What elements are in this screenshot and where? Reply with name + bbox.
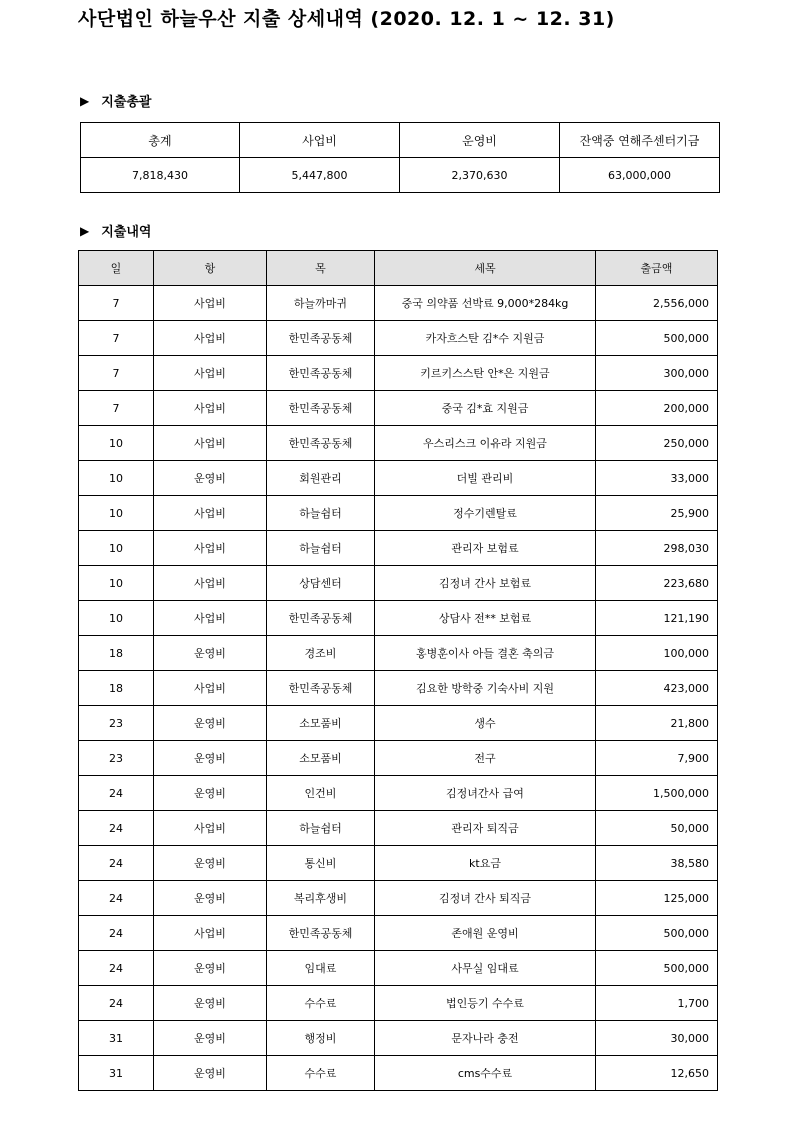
cell-item: 한민족공동체 [267,601,375,636]
table-row [79,496,718,531]
cell-item: 행정비 [267,1021,375,1056]
header-day: 일 [79,251,154,286]
cell-amount: 121,190 [596,601,718,636]
cell-day: 7 [79,321,154,356]
cell-amount: 25,900 [596,496,718,531]
cell-subitem: cms수수료 [375,1056,596,1091]
cell-category: 운영비 [154,636,267,671]
cell-item: 한민족공동체 [267,391,375,426]
cell-category: 사업비 [154,321,267,356]
cell-day: 24 [79,881,154,916]
cell-category: 사업비 [154,531,267,566]
table-row [79,426,718,461]
summary-value-cell: 5,447,800 [240,158,400,193]
cell-amount: 423,000 [596,671,718,706]
summary-table [80,122,720,193]
cell-amount: 30,000 [596,1021,718,1056]
cell-day: 10 [79,566,154,601]
cell-amount: 125,000 [596,881,718,916]
cell-day: 18 [79,671,154,706]
cell-category: 사업비 [154,426,267,461]
table-row [79,776,718,811]
cell-subitem: 더빌 관리비 [375,461,596,496]
cell-category: 운영비 [154,461,267,496]
triangle-bullet-icon: ▶ [80,223,90,238]
cell-day: 24 [79,776,154,811]
cell-category: 사업비 [154,811,267,846]
cell-category: 운영비 [154,1021,267,1056]
summary-header-row [81,123,720,158]
cell-amount: 12,650 [596,1056,718,1091]
triangle-bullet-icon: ▶ [80,93,90,108]
cell-item: 인건비 [267,776,375,811]
summary-header-cell: 사업비 [240,123,400,158]
cell-category: 운영비 [154,986,267,1021]
cell-category: 사업비 [154,496,267,531]
cell-category: 운영비 [154,951,267,986]
table-row [79,286,718,321]
cell-amount: 33,000 [596,461,718,496]
cell-category: 운영비 [154,846,267,881]
cell-amount: 223,680 [596,566,718,601]
cell-amount: 200,000 [596,391,718,426]
cell-category: 사업비 [154,286,267,321]
cell-subitem: 법인등기 수수료 [375,986,596,1021]
details-table [78,250,718,1091]
cell-item: 회원관리 [267,461,375,496]
cell-amount: 250,000 [596,426,718,461]
cell-amount: 38,580 [596,846,718,881]
table-row [79,916,718,951]
cell-category: 운영비 [154,741,267,776]
cell-amount: 50,000 [596,811,718,846]
cell-amount: 300,000 [596,356,718,391]
cell-subitem: 정수기렌탈료 [375,496,596,531]
cell-subitem: 김정녀 간사 보험료 [375,566,596,601]
cell-amount: 100,000 [596,636,718,671]
table-row [79,636,718,671]
cell-day: 7 [79,391,154,426]
cell-category: 운영비 [154,706,267,741]
cell-day: 10 [79,601,154,636]
cell-category: 사업비 [154,601,267,636]
cell-subitem: 중국 의약품 선박료 9,000*284kg [375,286,596,321]
cell-category: 운영비 [154,1056,267,1091]
details-header-row [79,251,718,286]
table-row [79,741,718,776]
cell-day: 23 [79,706,154,741]
table-row [79,391,718,426]
cell-item: 하늘쉼터 [267,811,375,846]
table-row [79,811,718,846]
page-title: 사단법인 하늘우산 지출 상세내역 (2020. 12. 1 ~ 12. 31) [78,8,615,30]
cell-amount: 500,000 [596,321,718,356]
cell-day: 23 [79,741,154,776]
summary-section-heading [80,91,151,110]
cell-subitem: 전구 [375,741,596,776]
cell-day: 24 [79,916,154,951]
table-row [79,986,718,1021]
summary-value-cell: 7,818,430 [81,158,240,193]
header-subitem: 세목 [375,251,596,286]
cell-item: 한민족공동체 [267,426,375,461]
cell-subitem: 카자흐스탄 김*수 지원금 [375,321,596,356]
cell-subitem: 생수 [375,706,596,741]
cell-amount: 21,800 [596,706,718,741]
cell-item: 임대료 [267,951,375,986]
cell-item: 하늘쉼터 [267,496,375,531]
cell-item: 한민족공동체 [267,356,375,391]
cell-subitem: 존애원 운영비 [375,916,596,951]
cell-item: 상담센터 [267,566,375,601]
cell-category: 운영비 [154,776,267,811]
cell-category: 사업비 [154,916,267,951]
cell-amount: 1,700 [596,986,718,1021]
table-row [79,461,718,496]
table-row [79,356,718,391]
cell-subitem: 김요한 방학중 기숙사비 지원 [375,671,596,706]
cell-subitem: 우스리스크 이유라 지원금 [375,426,596,461]
cell-day: 24 [79,846,154,881]
cell-subitem: 김정녀 간사 퇴직금 [375,881,596,916]
cell-amount: 500,000 [596,916,718,951]
cell-item: 수수료 [267,1056,375,1091]
cell-subitem: 문자나라 충전 [375,1021,596,1056]
cell-amount: 7,900 [596,741,718,776]
table-row [79,881,718,916]
cell-subitem: 김정녀간사 급여 [375,776,596,811]
table-row [79,321,718,356]
cell-item: 수수료 [267,986,375,1021]
header-amount: 출금액 [596,251,718,286]
cell-category: 사업비 [154,391,267,426]
summary-value-cell: 63,000,000 [560,158,720,193]
cell-day: 10 [79,426,154,461]
cell-subitem: 키르키스스탄 안*은 지원금 [375,356,596,391]
cell-day: 31 [79,1021,154,1056]
details-body [79,286,718,1091]
cell-day: 24 [79,951,154,986]
cell-day: 18 [79,636,154,671]
summary-header-cell: 잔액중 연해주센터기금 [560,123,720,158]
table-row [79,706,718,741]
cell-day: 7 [79,286,154,321]
cell-item: 한민족공동체 [267,671,375,706]
cell-item: 경조비 [267,636,375,671]
cell-amount: 500,000 [596,951,718,986]
cell-item: 소모품비 [267,741,375,776]
cell-amount: 298,030 [596,531,718,566]
table-row [79,951,718,986]
table-row [79,671,718,706]
table-row [79,846,718,881]
cell-item: 한민족공동체 [267,916,375,951]
cell-day: 7 [79,356,154,391]
cell-subitem: 중국 김*효 지원금 [375,391,596,426]
table-row [79,601,718,636]
cell-item: 한민족공동체 [267,321,375,356]
cell-item: 하늘까마귀 [267,286,375,321]
table-row [79,531,718,566]
cell-day: 24 [79,811,154,846]
cell-subitem: 관리자 보험료 [375,531,596,566]
cell-item: 복리후생비 [267,881,375,916]
header-category: 항 [154,251,267,286]
cell-day: 31 [79,1056,154,1091]
cell-category: 운영비 [154,881,267,916]
cell-item: 통신비 [267,846,375,881]
cell-day: 10 [79,531,154,566]
summary-heading-text: 지출총괄 [101,95,152,110]
summary-header-cell: 운영비 [400,123,560,158]
cell-item: 소모품비 [267,706,375,741]
cell-subitem: 사무실 임대료 [375,951,596,986]
cell-subitem: 홍병훈이사 아들 결혼 축의금 [375,636,596,671]
table-row [79,1021,718,1056]
cell-day: 10 [79,496,154,531]
cell-day: 24 [79,986,154,1021]
cell-category: 사업비 [154,356,267,391]
cell-category: 사업비 [154,566,267,601]
summary-value-row [81,158,720,193]
cell-amount: 1,500,000 [596,776,718,811]
cell-subitem: 관리자 퇴직금 [375,811,596,846]
detail-heading-text: 지출내역 [101,225,152,240]
cell-item: 하늘쉼터 [267,531,375,566]
cell-amount: 2,556,000 [596,286,718,321]
cell-day: 10 [79,461,154,496]
header-item: 목 [267,251,375,286]
summary-header-cell: 총계 [81,123,240,158]
table-row [79,566,718,601]
table-row [79,1056,718,1091]
detail-section-heading [80,221,151,240]
cell-subitem: kt요금 [375,846,596,881]
cell-subitem: 상담사 전** 보험료 [375,601,596,636]
summary-value-cell: 2,370,630 [400,158,560,193]
cell-category: 사업비 [154,671,267,706]
